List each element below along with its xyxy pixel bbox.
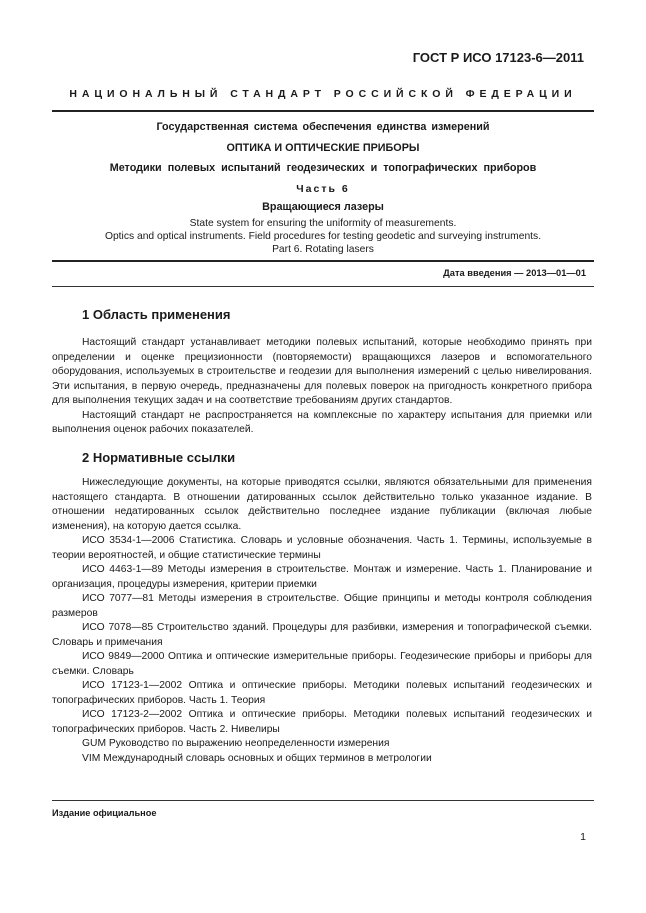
english-title-line: Optics and optical instruments. Field procedures for testing geodetic and surveying instruments. — [104, 230, 542, 242]
introduction-date: Дата введения — 2013—01—01 — [443, 268, 586, 278]
english-title — [52, 218, 594, 256]
divider — [52, 260, 594, 262]
divider — [52, 110, 594, 112]
reference-item: ИСО 9849—2000 Оптика и оптические измерительные приборы. Геодезические приборы и приборы для съемки. Словарь — [52, 651, 592, 677]
reference-item: ИСО 3534-1—2006 Статистика. Словарь и условные обозначения. Часть 1. Термины, используемые в теории вероятностей, и общие статистические термины — [52, 535, 592, 561]
reference-item: GUM Руководство по выражению неопределенности измерения — [82, 738, 390, 749]
section-heading-scope: 1 Область применения — [82, 307, 231, 322]
reference-item: ИСО 7077—81 Методы измерения в строительстве. Общие принципы и методы контроля соблюдения размеров — [52, 593, 592, 619]
page-number: 1 — [580, 831, 586, 843]
footer-divider — [52, 800, 594, 801]
system-title: Государственная система обеспечения единства измерений — [156, 121, 490, 133]
reference-item: ИСО 7078—85 Строительство зданий. Процедуры для разбивки, измерения и топографической съемки. Словарь и примечания — [52, 622, 592, 648]
section-body-scope — [52, 336, 592, 438]
paragraph: Настоящий стандарт не распространяется на комплексные по характеру испытания для приемки или выполнения оценок рабочих показателей. — [52, 409, 592, 435]
section-body-references — [52, 476, 592, 766]
subtitle: Методики полевых испытаний геодезических и топографических приборов — [109, 162, 537, 174]
reference-item: ИСО 17123-1—2002 Оптика и оптические приборы. Методики полевых испытаний геодезических и топографических приборов. Часть 1. Теория — [52, 680, 592, 706]
divider — [52, 286, 594, 287]
section-heading-references: 2 Нормативные ссылки — [82, 450, 236, 465]
main-title: ОПТИКА И ОПТИЧЕСКИЕ ПРИБОРЫ — [226, 142, 420, 154]
english-title-line: Part 6. Rotating lasers — [272, 243, 374, 255]
document-id: ГОСТ Р ИСО 17123-6—2011 — [412, 50, 584, 65]
paragraph: Настоящий стандарт устанавливает методики полевых испытаний, которые необходимо принять при определении и оценке прецизионности (повторяемости) вращающихся лазеров и вспомогательного оборудования, используемых в строительстве и геодезии для выполнения измерений с целью нивелирования. Эти испытания, в первую очередь, предназначены для полевых поверок на пригодность конкретного прибора для выполнения текущих задач и на соответствие требованиям других стандартов. — [52, 337, 592, 406]
english-title-line: State system for ensuring the uniformity of measurements. — [189, 218, 457, 229]
reference-item: ИСО 17123-2—2002 Оптика и оптические приборы. Методики полевых испытаний геодезических и топографических приборов. Часть 2. Нивелиры — [52, 709, 592, 735]
edition-label: Издание официальное — [52, 808, 157, 818]
reference-item: ИСО 4463-1—89 Методы измерения в строительстве. Монтаж и измерение. Часть 1. Планирование и организация, процедуры измерения, критерии приемки — [52, 564, 592, 590]
part-number: Часть 6 — [296, 183, 350, 195]
title-block — [52, 121, 594, 256]
reference-item: VIM Международный словарь основных и общих терминов в метрологии — [82, 752, 432, 764]
national-standard-banner: НАЦИОНАЛЬНЫЙ СТАНДАРТ РОССИЙСКОЙ ФЕДЕРАЦИИ — [69, 88, 577, 100]
part-name: Вращающиеся лазеры — [262, 201, 384, 213]
paragraph: Нижеследующие документы, на которые приводятся ссылки, являются обязательными для применения настоящего стандарта. В отношении датированных ссылок действительно только указанное издание. В отношении недатированных ссылок действительно последнее издание публикации (включая любые изменения), на которую дается ссылка. — [52, 477, 592, 532]
